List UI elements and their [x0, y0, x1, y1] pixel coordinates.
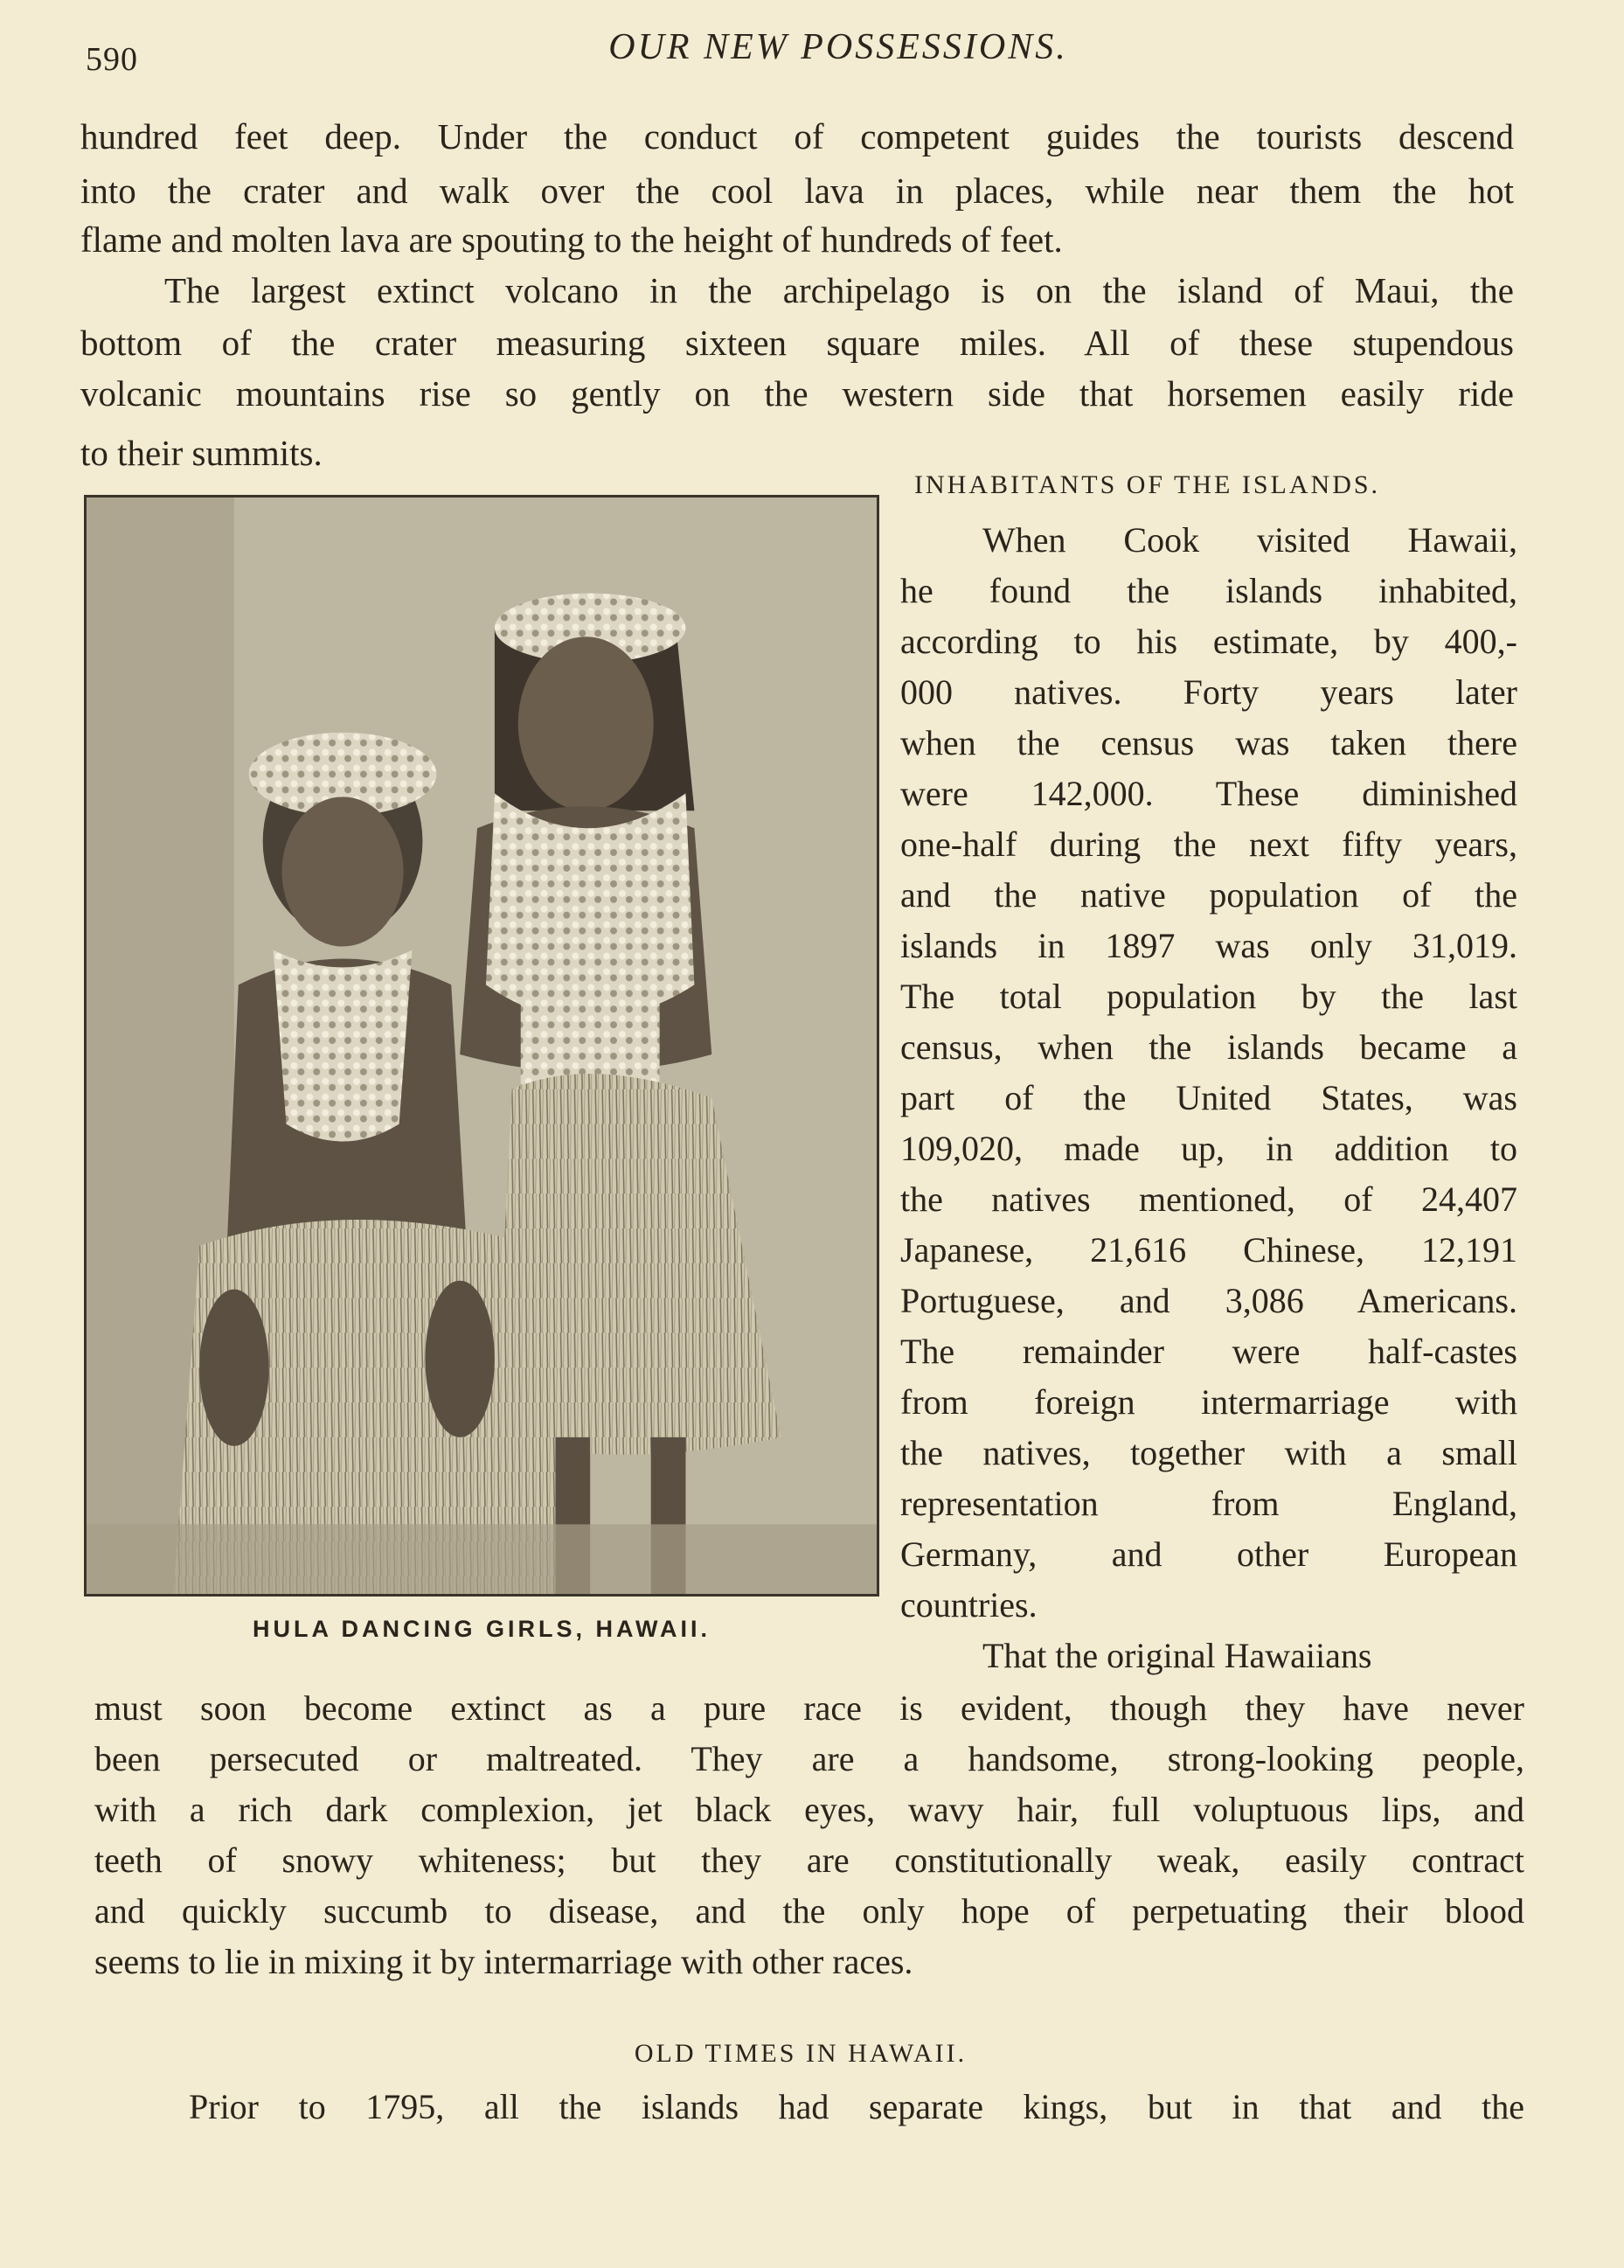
- section-heading: INHABITANTS OF THE ISLANDS.: [914, 470, 1381, 499]
- text-line: and the native population of the: [900, 875, 1517, 915]
- text-line: been persecuted or maltreated. They are a handsome, strong-looking people,: [94, 1739, 1524, 1778]
- text-line: the natives, together with a small: [900, 1433, 1517, 1472]
- text-line: 000 natives. Forty years later: [900, 672, 1517, 712]
- text-line: That the original Hawaiians: [982, 1636, 1372, 1675]
- text-line: with a rich dark complexion, jet black eyes, wavy hair, full voluptuous lips, and: [94, 1790, 1524, 1829]
- text-line: The remainder were half-castes: [900, 1332, 1517, 1371]
- text-line: The total population by the last: [900, 977, 1517, 1016]
- text-line: must soon become extinct as a pure race is evident, though they have never: [94, 1688, 1524, 1728]
- text-line: 109,020, made up, in addition to: [900, 1129, 1517, 1168]
- text-line: he found the islands inhabited,: [900, 571, 1517, 610]
- text-line: and quickly succumb to disease, and the only hope of perpetuating their blood: [94, 1891, 1524, 1931]
- text-line: islands in 1897 was only 31,019.: [900, 926, 1517, 965]
- text-line: bottom of the crater measuring sixteen square miles. All of these stupendous: [80, 323, 1514, 363]
- text-line: Portuguese, and 3,086 Americans.: [900, 1281, 1517, 1320]
- text-line: when the census was taken there: [900, 723, 1517, 762]
- figure-caption: HULA DANCING GIRLS, HAWAII.: [253, 1616, 711, 1642]
- text-line: Germany, and other European: [900, 1534, 1517, 1574]
- text-line: the natives mentioned, of 24,407: [900, 1179, 1517, 1219]
- photo-hula-dancing-girls: [84, 495, 879, 1597]
- page-number: 590: [86, 41, 138, 78]
- text-line: were 142,000. These diminished: [900, 774, 1517, 813]
- section-heading: OLD TIMES IN HAWAII.: [634, 2039, 968, 2068]
- text-line: according to his estimate, by 400,-: [900, 622, 1517, 661]
- text-line: hundred feet deep. Under the conduct of competent guides the tourists descend: [80, 116, 1514, 157]
- photo-illustration: [87, 497, 877, 1594]
- text-line: volcanic mountains rise so gently on the western side that horsemen easily ride: [80, 373, 1514, 414]
- text-line: flame and molten lava are spouting to the height of hundreds of feet.: [80, 219, 1063, 260]
- running-title: OUR NEW POSSESSIONS.: [608, 27, 1068, 67]
- text-line: census, when the islands became a: [900, 1027, 1517, 1067]
- text-line: into the crater and walk over the cool lava in places, while near them the hot: [80, 170, 1514, 211]
- text-line: part of the United States, was: [900, 1078, 1517, 1117]
- text-line: representation from England,: [900, 1484, 1517, 1523]
- text-line: one-half during the next fifty years,: [900, 824, 1517, 864]
- text-line: Prior to 1795, all the islands had separate kings, but in that and the: [189, 2087, 1524, 2126]
- text-line: Japanese, 21,616 Chinese, 12,191: [900, 1230, 1517, 1270]
- text-line: to their summits.: [80, 433, 323, 473]
- text-line: The largest extinct volcano in the archipelago is on the island of Maui, the: [164, 270, 1514, 310]
- text-line: teeth of snowy whiteness; but they are constitutionally weak, easily contract: [94, 1840, 1524, 1880]
- text-line: countries.: [900, 1585, 1038, 1624]
- text-line: seems to lie in mixing it by intermarriage with other races.: [94, 1942, 913, 1981]
- text-line: When Cook visited Hawaii,: [982, 520, 1517, 560]
- text-line: from foreign intermarriage with: [900, 1382, 1517, 1422]
